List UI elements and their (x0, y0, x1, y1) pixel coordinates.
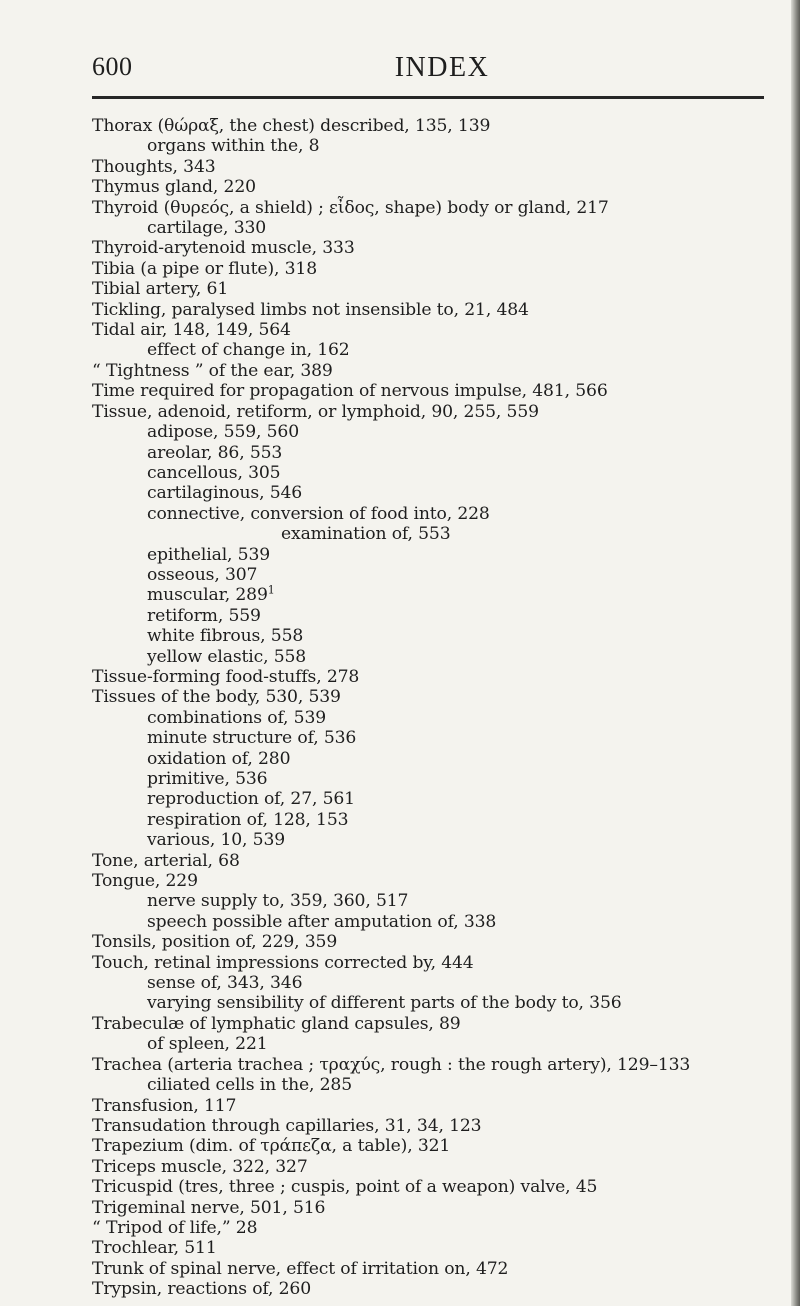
page-number: 600 (92, 52, 133, 81)
header-rule (92, 96, 764, 99)
index-entry (92, 1238, 792, 1258)
entry-text: Tonsils, position of, 229, 359 (92, 932, 338, 953)
index-entry (92, 402, 792, 422)
index-entry (92, 871, 792, 891)
index-entry (92, 1218, 792, 1238)
entry-text: respiration of, 128, 153 (147, 809, 349, 830)
index-subentry (92, 218, 792, 238)
entry-text: effect of change in, 162 (147, 340, 350, 361)
entry-text: Thyroid-arytenoid muscle, 333 (92, 238, 355, 259)
index-subentry (92, 463, 792, 483)
index-entry (92, 1055, 792, 1075)
index-entry (92, 932, 792, 952)
entry-text: examination of, 553 (281, 524, 451, 545)
index-subentry (92, 606, 792, 626)
entry-text: muscular, 289 (147, 585, 268, 606)
index-subentry (92, 443, 792, 463)
index-subentry (92, 626, 792, 646)
entry-text: nerve supply to, 359, 360, 517 (147, 891, 409, 912)
index-subentry (92, 1034, 792, 1054)
index-entry (92, 1014, 792, 1034)
index-subentry (92, 830, 792, 850)
entry-text: varying sensibility of different parts of the body to, 356 (147, 993, 622, 1014)
entry-text: Tibial artery, 61 (92, 279, 229, 300)
entry-text: connective, conversion of food into, 228 (147, 503, 490, 524)
entry-text: osseous, 307 (147, 564, 258, 585)
entry-text: Tissues of the body, 530, 539 (92, 687, 341, 708)
index-subentry (92, 565, 792, 585)
entry-text: Thorax (θώραξ, the chest) described, 135, 139 (92, 116, 491, 136)
entry-text: Trunk of spinal nerve, effect of irritation on, 472 (92, 1258, 509, 1279)
entry-text: adipose, 559, 560 (147, 422, 300, 443)
page-header (92, 52, 762, 86)
index-entry (92, 381, 792, 401)
entry-text: ciliated cells in the, 285 (147, 1075, 352, 1096)
entry-text: white fibrous, 558 (147, 626, 304, 647)
index-entry (92, 1136, 792, 1156)
entry-text: speech possible after amputation of, 338 (147, 911, 497, 932)
index-subentry (92, 504, 792, 524)
running-head: INDEX (394, 52, 490, 83)
index-entry (92, 953, 792, 973)
entry-text: Tissue-forming food-stuffs, 278 (92, 666, 360, 687)
entry-text: Transudation through capillaries, 31, 34, 123 (92, 1115, 482, 1136)
entry-text: Trigeminal nerve, 501, 516 (92, 1197, 326, 1218)
entry-text: Tricuspid (tres, three ; cuspis, point of a weapon) valve, 45 (92, 1177, 598, 1198)
entry-text: epithelial, 539 (147, 544, 271, 565)
page-edge-shadow (791, 0, 800, 1306)
index-list (92, 116, 792, 1300)
entry-text: primitive, 536 (147, 769, 268, 789)
entry-text: areolar, 86, 553 (147, 442, 283, 463)
index-subentry (92, 483, 792, 503)
entry-text: minute structure of, 536 (147, 728, 357, 749)
index-entry (92, 259, 792, 279)
index-entry (92, 300, 792, 320)
index-entry (92, 1259, 792, 1279)
entry-text: combinations of, 539 (147, 707, 327, 728)
entry-text: Trochlear, 511 (92, 1238, 217, 1259)
index-entry (92, 177, 792, 197)
entry-text: cartilaginous, 546 (147, 483, 303, 504)
entry-text: Transfusion, 117 (92, 1095, 237, 1116)
entry-text: of spleen, 221 (147, 1034, 268, 1055)
entry-text: Trachea (arteria trachea ; τραχύς, rough : the rough artery), 129–133 (92, 1054, 691, 1075)
index-entry (92, 1279, 792, 1299)
entry-text: retiform, 559 (147, 605, 261, 626)
index-entry (92, 198, 792, 218)
entry-text: Trypsin, reactions of, 260 (92, 1279, 312, 1300)
entry-text: organs within the, 8 (147, 136, 320, 157)
index-subentry (92, 708, 792, 728)
index-entry (92, 1198, 792, 1218)
index-subentry (92, 647, 792, 667)
index-subentry (92, 422, 792, 442)
index-subentry (92, 585, 792, 605)
index-entry (92, 320, 792, 340)
index-subentry (92, 769, 792, 789)
entry-text: cancellous, 305 (147, 462, 281, 483)
index-subentry (92, 810, 792, 830)
index-subentry (92, 1075, 792, 1095)
entry-text: various, 10, 539 (147, 830, 286, 851)
index-entry (92, 361, 792, 381)
entry-text: Triceps muscle, 322, 327 (92, 1156, 308, 1177)
entry-text: Thyroid (θυρεός, a shield) ; εἶδος, shape) body or gland, 217 (92, 197, 609, 218)
index-entry (92, 157, 792, 177)
index-subentry (92, 524, 792, 544)
entry-text: reproduction of, 27, 561 (147, 789, 355, 810)
entry-text: oxidation of, 280 (147, 748, 291, 769)
entry-text: Tidal air, 148, 149, 564 (92, 320, 291, 341)
index-entry (92, 851, 792, 871)
index-subentry (92, 340, 792, 360)
entry-text: “ Tightness ” of the ear, 389 (92, 360, 333, 381)
index-entry (92, 279, 792, 299)
entry-text: Touch, retinal impressions corrected by, 444 (92, 952, 474, 973)
index-subentry (92, 993, 792, 1013)
entry-text: Thoughts, 343 (92, 156, 216, 177)
index-entry (92, 1177, 792, 1197)
index-subentry (92, 789, 792, 809)
entry-text: Tone, arterial, 68 (92, 850, 240, 871)
index-subentry (92, 136, 792, 156)
entry-text: yellow elastic, 558 (147, 646, 307, 667)
entry-text: sense of, 343, 346 (147, 973, 303, 994)
entry-text: “ Tripod of life,” 28 (92, 1217, 258, 1238)
entry-text: Thymus gland, 220 (92, 177, 256, 198)
index-entry (92, 667, 792, 687)
index-subentry (92, 749, 792, 769)
index-entry (92, 1157, 792, 1177)
entry-text: cartilage, 330 (147, 218, 267, 239)
entry-superscript: 1 (267, 583, 275, 597)
entry-text: Tissue, adenoid, retiform, or lymphoid, 90, 255, 559 (92, 401, 539, 422)
entry-text: Tongue, 229 (92, 871, 198, 892)
index-entry (92, 116, 792, 136)
index-subentry (92, 891, 792, 911)
index-entry (92, 1116, 792, 1136)
index-entry (92, 238, 792, 258)
entry-text: Trabeculæ of lymphatic gland capsules, 89 (92, 1013, 461, 1034)
index-subentry (92, 973, 792, 993)
index-subentry (92, 912, 792, 932)
index-subentry (92, 728, 792, 748)
entry-text: Time required for propagation of nervous impulse, 481, 566 (92, 381, 608, 402)
entry-text: Tickling, paralysed limbs not insensible to, 21, 484 (92, 299, 529, 320)
entry-text: Tibia (a pipe or flute), 318 (92, 258, 317, 279)
index-entry (92, 1096, 792, 1116)
index-entry (92, 687, 792, 707)
index-subentry (92, 545, 792, 565)
entry-text: Trapezium (dim. of τράπεζα, a table), 321 (92, 1136, 451, 1157)
